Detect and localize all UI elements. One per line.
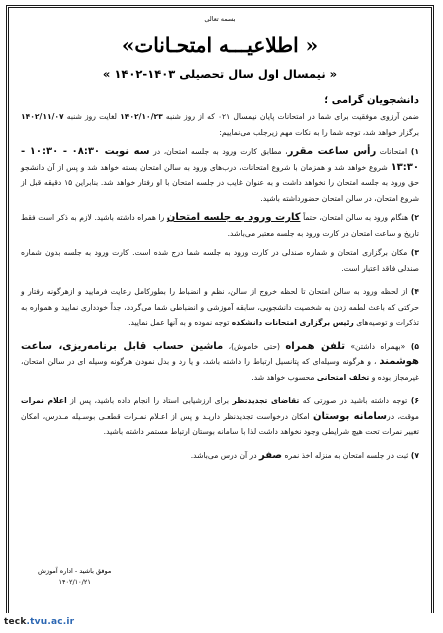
item-number: ۷): [408, 450, 419, 460]
intro-paragraph: [21, 109, 419, 140]
item-text: ، مطابق کارت ورود به جلسه امتحان، در: [149, 147, 288, 156]
logo-text-a: teck: [4, 617, 27, 627]
item-text: ثبت در جلسه امتحان به منزله اخذ نمره: [282, 450, 409, 460]
item-text: محسوب خواهد شد.: [251, 372, 317, 382]
item-highlight: رئیس برگزاری امتحانات دانشکده: [231, 318, 354, 327]
item-text: توجه نموده و به آنها عمل نمایید.: [128, 318, 232, 327]
intro-text-2: لغایت روز شنبه: [63, 112, 121, 121]
signature-date: ۱۴۰۲/۱۰/۲۱: [58, 578, 91, 586]
item-text: از لحظه ورود به سالن امتحان تا لحظه خروج از سالن، نظم و انضباط را بطورکامل رعایت فرمایید و ازهرگونه رفتار و حرکتی که باعث لطمه زدن به شخصیت دانشجویی، سابقه آموزشی و انضباطی شما می‌گردد، جداً خودداری نمایید و همواره به تذکرات و توصیه‌های: [21, 287, 419, 327]
logo-text-b: .tvu.ac.ir: [26, 617, 75, 627]
item-text: مکان برگزاری امتحان و شماره صندلی در کارت ورود به جلسه شما درج شده است. کارت ورود به جلسه بدون شماره صندلی فاقد اعتبار است.: [21, 248, 419, 273]
item-1: [21, 144, 419, 206]
item-text: توجه داشته باشید در صورتی که: [299, 396, 408, 405]
item-highlight: تقاضای تجدیدنظر: [232, 396, 300, 405]
item-3: [21, 245, 419, 276]
item-number: ۴): [407, 287, 419, 296]
item-text: ، و هرگونه وسیله‌ای که پتانسیل ارتباط را داشته باشد، و یا رد و بدل نمودن هرگونه وسیله ای در سالن امتحان، غیرمجاز بوده و: [21, 357, 419, 382]
item-highlight: کارت ورود به جلسه امتحان: [166, 212, 301, 223]
item-highlight: صفر: [259, 449, 283, 461]
item-text: برای ارزشیابی استاد را انجام داده باشید، پس از: [66, 396, 233, 405]
item-text: امتحانات: [376, 147, 408, 156]
item-number: ۱): [407, 147, 419, 156]
item-highlight: سه نوبت ۰۸:۳۰ - ۱۰:۳۰ - ۱۳:۳۰: [21, 146, 419, 173]
basmala: بسمه تعالی: [204, 15, 236, 23]
signature-office: موفق باشید - اداره آموزش: [38, 567, 112, 575]
item-5: [21, 339, 419, 386]
item-highlight: ماشین حساب قابل برنامه‌ریزی، ساعت هوشمند: [21, 340, 419, 367]
page-title: « اطلاعیـــه امتحـانات»: [121, 33, 319, 57]
item-number: ۲): [408, 213, 419, 222]
item-highlight: سامانه بوستان: [312, 410, 388, 422]
item-text: را همراه داشته باشید. لازم به ذکر است فقط تاریخ و ساعت امتحان در کارت ورود به جلسه معتبر می‌باشد.: [21, 213, 419, 238]
item-6: [21, 393, 419, 440]
greeting: دانشجویان گرامی ؛: [324, 95, 419, 106]
page-subtitle: « نیمسال اول سال تحصیلی ۱۴۰۳-۱۴۰۲ »: [102, 67, 338, 81]
item-number: ۳): [407, 248, 419, 257]
item-text: امکان درخواست تجدیدنظر داریـد و پس از اعـلام نمـرات قطعـی بوسـیله مـدرس، امکان تغییر نمرات تحت هیچ شرایطی وجود نخواهد داشت لذا با سامانه بوستان ارتباط مستمر داشته باشید.: [21, 411, 419, 436]
intro-start-date: ۱۴۰۲/۱۰/۲۳: [120, 112, 163, 121]
item-2: [21, 210, 419, 241]
intro-end-date: ۱۴۰۲/۱۱/۰۷: [21, 112, 64, 121]
item-7: [21, 448, 419, 464]
item-text: هنگام ورود به سالن امتحان، حتماً: [300, 213, 409, 222]
intro-text-1: ضمن آرزوی موفقیت برای شما در امتحانات پایان نیمسال ۰۲۱ که از روز شنبه: [162, 112, 419, 121]
item-highlight: اعلام نمرات: [21, 396, 67, 405]
item-number: ۵): [405, 341, 419, 351]
announcement-frame: [6, 5, 434, 618]
signature: [38, 566, 111, 588]
item-text: در آن درس می‌باشد.: [190, 450, 260, 460]
intro-text-3: برگزار خواهد شد، توجه شما را به نکات مهم زیرجلب می‌نماییم:: [219, 127, 419, 137]
item-text: (حتی خاموش)،: [223, 341, 286, 351]
item-text: «بهمراه داشتن»: [345, 341, 406, 351]
item-text: شروع خواهد شد و همزمان با شروع امتحانات، درب‌های ورود به سالن امتحان بسته خواهد شد و پس از آن دانشجو حق ورود به جلسه امتحان را نخواهد داشت و به عنوان غایب در جلسه امتحان با او رفتار خواهد شد. بنابراین ۱۵ دقیقه قبل از شروع امتحان، در سالن امتحان حضورداشته باشید.: [21, 162, 419, 203]
item-number: ۶): [407, 396, 419, 405]
item-highlight: تلفن همراه: [285, 340, 346, 352]
item-highlight: تخلف امتحانی: [316, 372, 370, 382]
item-highlight: رأس ساعت مقرر: [287, 146, 377, 157]
item-text: موقت، در: [387, 411, 419, 421]
site-logo: [4, 617, 74, 627]
item-4: [21, 284, 419, 331]
